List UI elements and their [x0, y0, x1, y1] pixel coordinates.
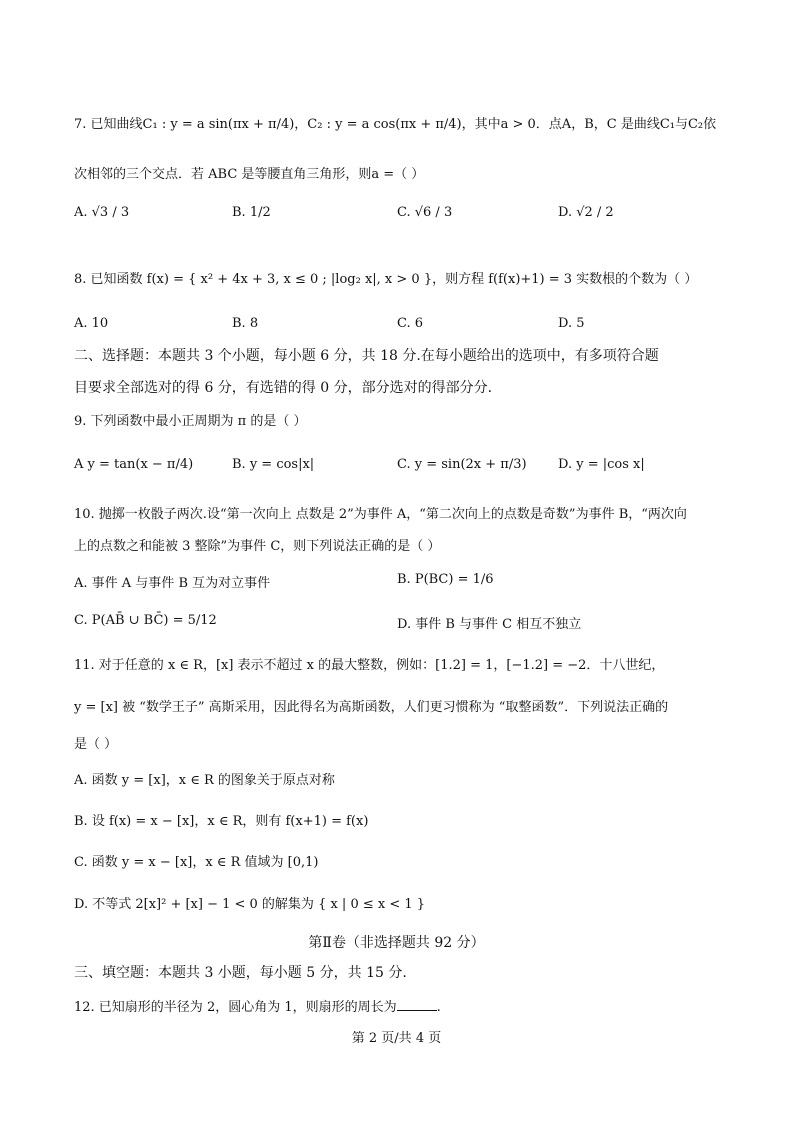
section2-line2: 目要求全部选对的得 6 分，有选错的得 0 分，部分选对的得部分分.	[74, 380, 493, 396]
q7-line2: 次相邻的三个交点．若 ABC 是等腰直角三角形，则a =（ ）	[74, 167, 425, 182]
q8-option-b: B. 8	[232, 316, 259, 331]
section3-heading: 三、填空题：本题共 3 小题，每小题 5 分，共 15 分.	[74, 965, 407, 981]
q7-line1: 7. 已知曲线C₁ : y = a sin(πx + π/4)，C₂ : y = a cos(πx + π/4)，其中a > 0．点A，B，C 是曲线C₁与C₂依	[74, 117, 717, 132]
q11-option-c: C. 函数 y = x − [x]，x ∈ R 值域为 [0,1)	[74, 855, 319, 870]
part2-heading: 第Ⅱ卷（非选择题共 92 分）	[308, 935, 485, 951]
q8-option-a: A. 10	[74, 316, 109, 331]
q9-option-b: B. y = cos|x|	[232, 457, 315, 472]
q11-option-d: D. 不等式 2[x]² + [x] − 1 < 0 的解集为 { x | 0 ≤ x < 1 }	[74, 897, 426, 912]
q9-option-a: A y = tan(x − π/4)	[74, 457, 194, 472]
q9-stem: 9. 下列函数中最小正周期为 π 的是（ ）	[74, 414, 307, 429]
q12-period: .	[436, 1000, 441, 1015]
q10-line1: 10. 抛掷一枚骰子两次.设“第一次向上 点数是 2”为事件 A，“第二次向上的点数是奇数”为事件 B，“两次向	[74, 507, 687, 522]
q7-option-b: B. 1/2	[232, 205, 271, 220]
q7-option-c: C. √6 / 3	[397, 205, 453, 220]
q9-option-c: C. y = sin(2x + π/3)	[397, 457, 527, 472]
q11-line2: y = [x] 被 “数学王子” 高斯采用，因此得名为高斯函数，人们更习惯称为 “取整函数”．下列说法正确的	[74, 700, 669, 715]
q10-option-c: C. P(AB̄ ∪ BC̄) = 5/12	[74, 613, 217, 628]
q9-option-d: D. y = |cos x|	[558, 457, 645, 472]
q10-option-d: D. 事件 B 与事件 C 相互不独立	[397, 617, 582, 632]
q10-option-b: B. P(BC) = 1/6	[397, 572, 494, 587]
q8-stem: 8. 已知函数 f(x) = { x² + 4x + 3, x ≤ 0 ; |log₂ x|, x > 0 }，则方程 f(f(x)+1) = 3 实数根的个数为（ ）	[74, 272, 698, 287]
q12-answer-blank[interactable]	[397, 998, 437, 1011]
q7-option-d: D. √2 / 2	[558, 205, 614, 220]
page-footer: 第 2 页/共 4 页	[351, 1031, 442, 1046]
q8-option-c: C. 6	[397, 316, 424, 331]
q11-line3: 是（ ）	[74, 737, 118, 752]
q10-line2: 上的点数之和能被 3 整除”为事件 C，则下列说法正确的是（ ）	[74, 539, 441, 554]
q7-option-a: A. √3 / 3	[74, 205, 130, 220]
q12-stem	[74, 996, 441, 1015]
q11-option-b: B. 设 f(x) = x − [x]，x ∈ R，则有 f(x+1) = f(x)	[74, 814, 369, 829]
q11-line1: 11. 对于任意的 x ∈ R，[x] 表示不超过 x 的最大整数，例如：[1.2] = 1，[−1.2] = −2．十八世纪，	[74, 658, 665, 673]
q10-option-a: A. 事件 A 与事件 B 互为对立事件	[74, 576, 271, 591]
q11-option-a: A. 函数 y = [x]，x ∈ R 的图象关于原点对称	[74, 773, 335, 788]
q12-text: 12. 已知扇形的半径为 2，圆心角为 1，则扇形的周长为	[74, 1000, 397, 1015]
q8-option-d: D. 5	[558, 316, 585, 331]
section2-line1: 二、选择题：本题共 3 个小题，每小题 6 分，共 18 分.在每小题给出的选项中，有多项符合题	[74, 348, 659, 364]
